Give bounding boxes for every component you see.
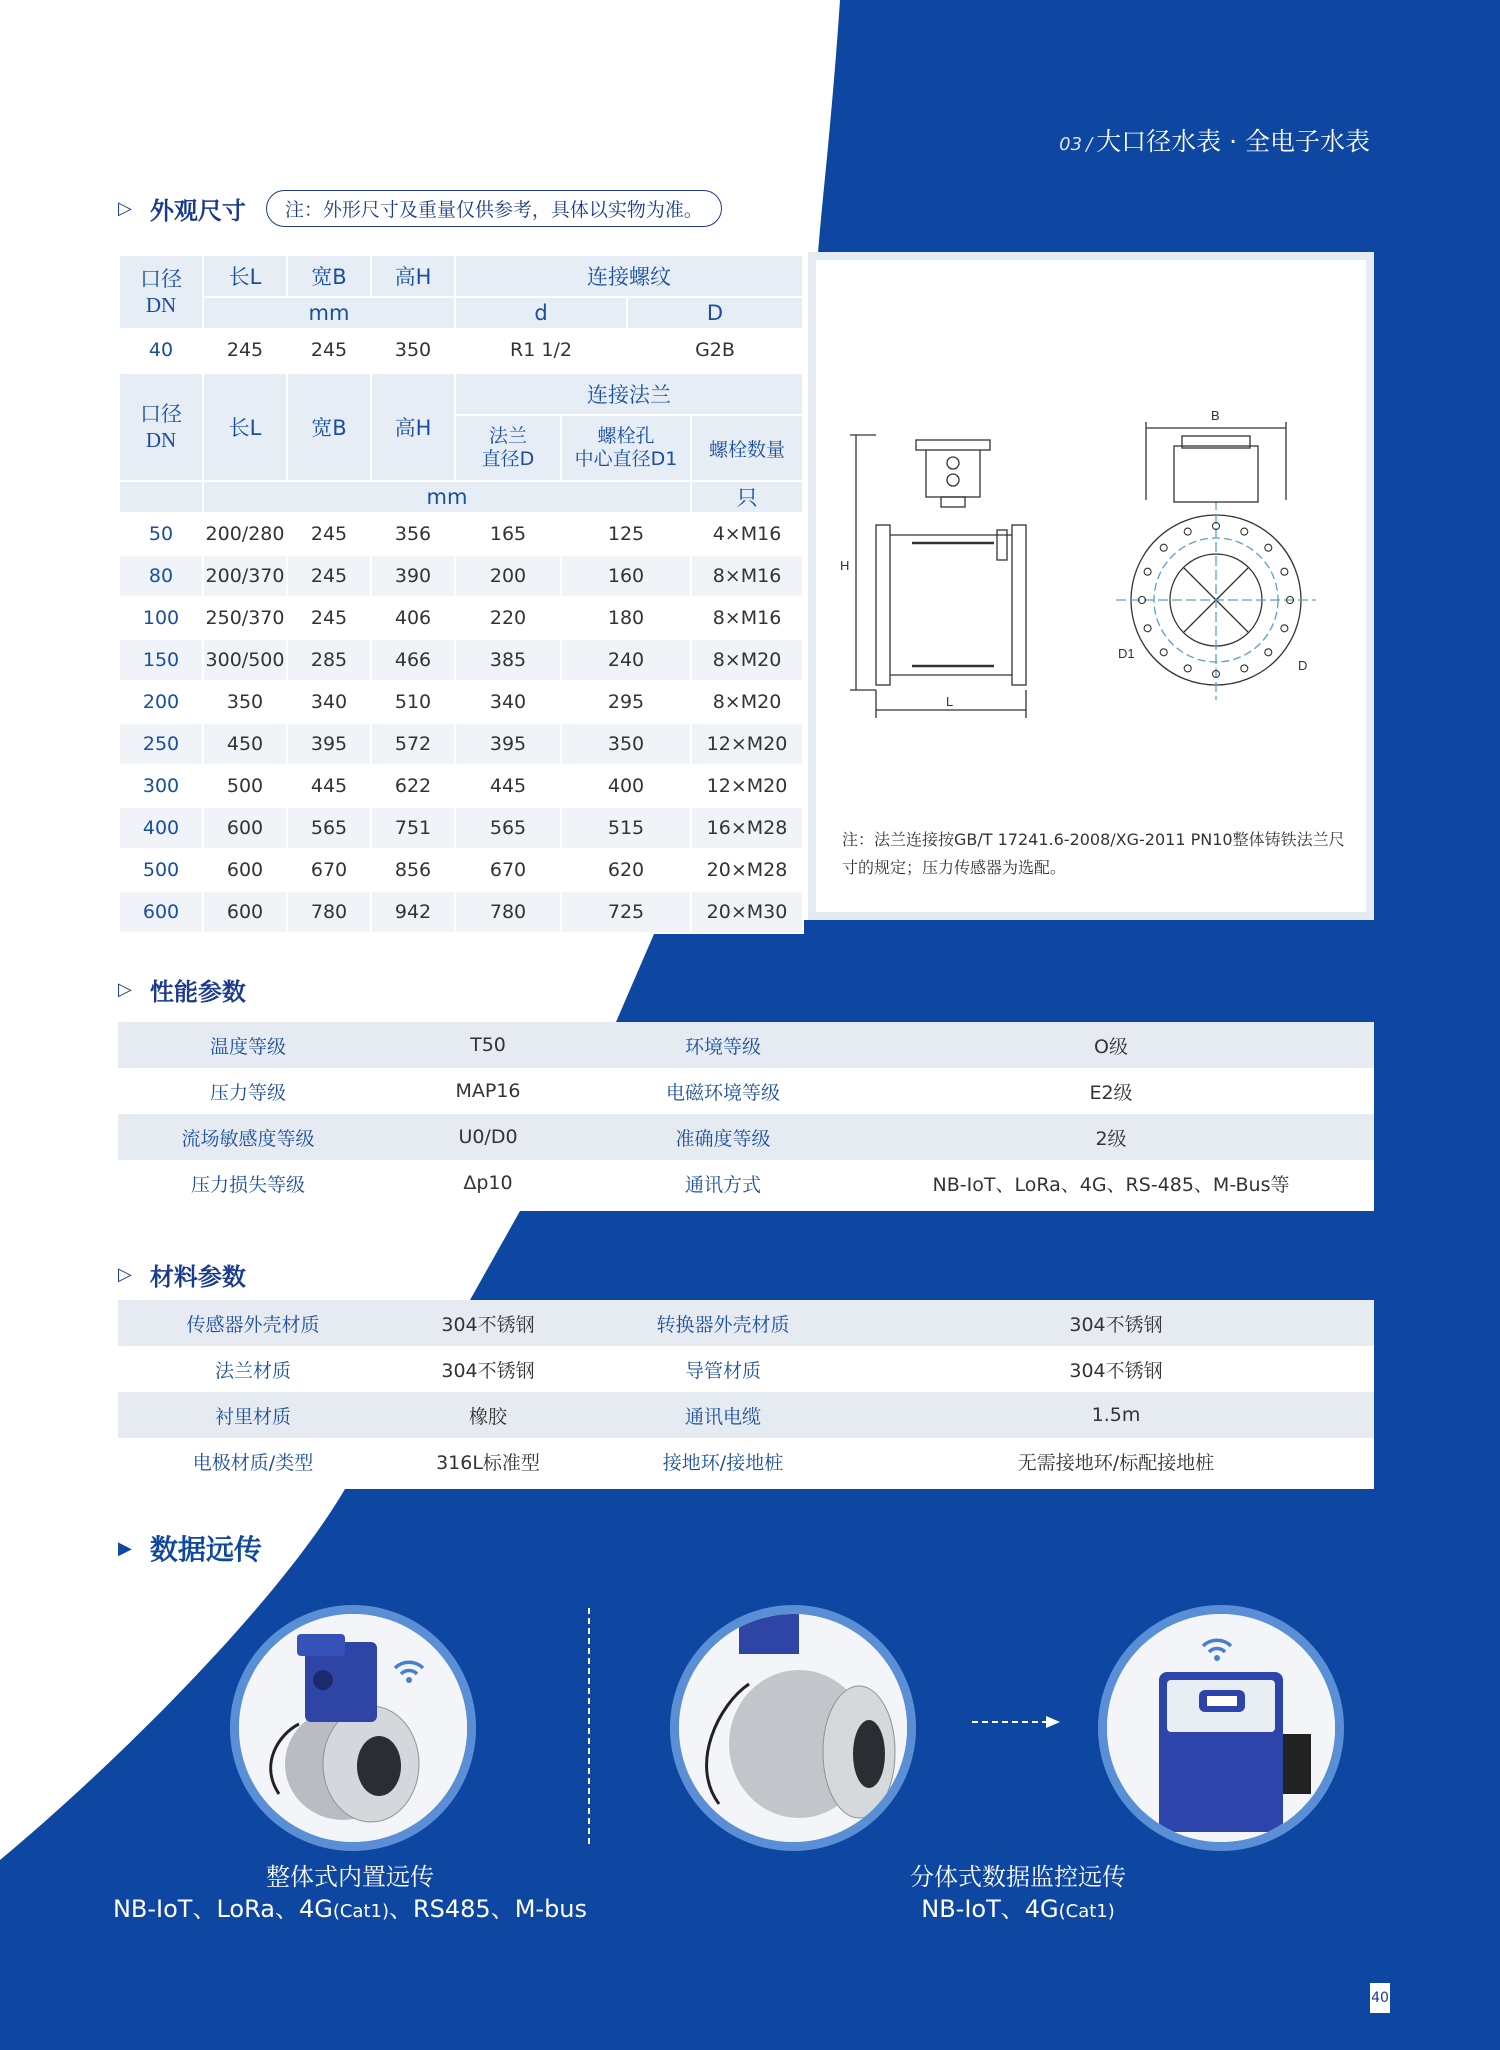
thread-header-B: 宽B bbox=[287, 255, 371, 297]
left-caption-title: 整体式内置远传 bbox=[266, 1863, 434, 1891]
flange-header-bolt: 螺栓孔 中心直径D1 bbox=[561, 415, 691, 481]
flange-cell: 150 bbox=[119, 639, 203, 681]
table-row bbox=[118, 1114, 1374, 1160]
flange-cell: 620 bbox=[561, 849, 691, 891]
section-triangle-icon: ▷ bbox=[118, 1264, 132, 1285]
param-label: 流场敏感度等级 bbox=[118, 1114, 378, 1160]
param-label: 法兰材质 bbox=[118, 1346, 388, 1392]
label-B: B bbox=[1211, 408, 1220, 423]
param-value: MAP16 bbox=[378, 1068, 598, 1114]
bolt-hole bbox=[1241, 665, 1248, 672]
flange-cell: 725 bbox=[561, 891, 691, 933]
flange-cell: 12×M20 bbox=[691, 723, 803, 765]
flange-cell: 600 bbox=[203, 849, 287, 891]
flange-cell: 600 bbox=[203, 891, 287, 933]
thread-cell: R1 1/2 bbox=[455, 329, 627, 371]
bolt-hole bbox=[1160, 544, 1167, 551]
left-caption bbox=[100, 1861, 600, 1928]
bolt-hole bbox=[1144, 625, 1151, 632]
param-label: 环境等级 bbox=[598, 1022, 848, 1068]
right-flange-shape bbox=[1012, 525, 1026, 685]
flange-cell: 500 bbox=[119, 849, 203, 891]
right-caption-sub: NB-IoT、4G(Cat1) bbox=[921, 1895, 1115, 1923]
flange-cell: 8×M20 bbox=[691, 639, 803, 681]
flange-header-fd: 法兰 直径D bbox=[455, 415, 561, 481]
flange-cell: 245 bbox=[287, 597, 371, 639]
section-remote-title: ▶ 数据远传 bbox=[118, 1533, 262, 1566]
flange-cell: 245 bbox=[287, 513, 371, 555]
bolt-hole bbox=[1241, 528, 1248, 535]
flange-cell: 572 bbox=[371, 723, 455, 765]
flange-header-H: 高H bbox=[371, 373, 455, 481]
flange-cell: 780 bbox=[455, 891, 561, 933]
param-label: 接地环/接地桩 bbox=[588, 1438, 858, 1484]
flange-cell: 350 bbox=[203, 681, 287, 723]
flange-cell: 510 bbox=[371, 681, 455, 723]
flange-cell: 165 bbox=[455, 513, 561, 555]
flange-cell: 622 bbox=[371, 765, 455, 807]
flange-cell: 340 bbox=[455, 681, 561, 723]
flange-cell: 406 bbox=[371, 597, 455, 639]
page-header-title: 大口径水表 · 全电子水表 bbox=[1096, 127, 1370, 156]
flange-cell: 515 bbox=[561, 807, 691, 849]
integrated-meter-image bbox=[230, 1605, 476, 1851]
flange-cell: 400 bbox=[119, 807, 203, 849]
bolt-hole bbox=[1184, 528, 1191, 535]
flange-cell: 200 bbox=[119, 681, 203, 723]
flange-cell: 200/280 bbox=[203, 513, 287, 555]
label-H: H bbox=[840, 558, 850, 573]
bolt-hole bbox=[1281, 568, 1288, 575]
param-value: 橡胶 bbox=[388, 1392, 588, 1438]
flange-cell: 350 bbox=[561, 723, 691, 765]
flange-header-conn: 连接法兰 bbox=[455, 373, 803, 415]
flange-table bbox=[118, 372, 804, 934]
param-label: 导管材质 bbox=[588, 1346, 858, 1392]
param-label: 通讯方式 bbox=[598, 1160, 848, 1206]
table-row bbox=[118, 1438, 1374, 1484]
thread-header-unit: mm bbox=[203, 297, 455, 329]
flange-header-qty: 螺栓数量 bbox=[691, 415, 803, 481]
param-value: Δp10 bbox=[378, 1160, 598, 1206]
bolt-hole bbox=[1281, 625, 1288, 632]
section-material-title: ▷ 材料参数 bbox=[118, 1263, 246, 1291]
flange-cell: 8×M16 bbox=[691, 597, 803, 639]
table-row bbox=[118, 1068, 1374, 1114]
left-flange-shape bbox=[876, 525, 890, 685]
label-D: D bbox=[1298, 658, 1308, 673]
param-value: 2级 bbox=[848, 1114, 1374, 1160]
drawing-note: 注：法兰连接按GB/T 17241.6-2008/XG-2011 PN10整体铸铁法兰尺寸的规定；压力传感器为选配。 bbox=[842, 830, 1345, 877]
flange-header-unit-qty: 只 bbox=[691, 481, 803, 513]
flange-cell: 295 bbox=[561, 681, 691, 723]
dimension-tables bbox=[118, 254, 802, 934]
flange-cell: 20×M28 bbox=[691, 849, 803, 891]
page-header bbox=[1059, 122, 1370, 158]
flange-cell: 565 bbox=[287, 807, 371, 849]
converter-image bbox=[1098, 1605, 1344, 1851]
flange-cell: 600 bbox=[119, 891, 203, 933]
flange-cell: 240 bbox=[561, 639, 691, 681]
thread-header-H: 高H bbox=[371, 255, 455, 297]
table-row bbox=[119, 765, 803, 807]
flange-cell: 466 bbox=[371, 639, 455, 681]
flange-cell: 160 bbox=[561, 555, 691, 597]
param-label: 转换器外壳材质 bbox=[588, 1300, 858, 1346]
label-D1: D1 bbox=[1118, 646, 1135, 661]
section-perf-title: ▷ 性能参数 bbox=[118, 978, 246, 1006]
param-value: 无需接地环/标配接地桩 bbox=[858, 1438, 1374, 1484]
flange-cell: 16×M28 bbox=[691, 807, 803, 849]
table-row bbox=[119, 807, 803, 849]
flange-cell: 200/370 bbox=[203, 555, 287, 597]
param-value: 316L标准型 bbox=[388, 1438, 588, 1484]
wifi-icon bbox=[389, 1654, 429, 1684]
flange-cell: 4×M16 bbox=[691, 513, 803, 555]
flange-cell: 300 bbox=[119, 765, 203, 807]
flange-cell: 856 bbox=[371, 849, 455, 891]
flange-cell: 8×M16 bbox=[691, 555, 803, 597]
thread-cell: 350 bbox=[371, 329, 455, 371]
table-row bbox=[118, 1022, 1374, 1068]
table-row bbox=[119, 513, 803, 555]
flange-cell: 200 bbox=[455, 555, 561, 597]
flange-cell: 50 bbox=[119, 513, 203, 555]
thread-header-d: d bbox=[455, 297, 627, 329]
table-row bbox=[119, 555, 803, 597]
section-triangle-icon: ▷ bbox=[118, 198, 132, 219]
flange-cell: 395 bbox=[455, 723, 561, 765]
flange-cell: 450 bbox=[203, 723, 287, 765]
flange-header-unit: mm bbox=[203, 481, 691, 513]
section-size-label: 外观尺寸 bbox=[149, 197, 246, 225]
split-meter-image bbox=[670, 1605, 916, 1851]
param-value: O级 bbox=[848, 1022, 1374, 1068]
table-row bbox=[118, 1392, 1374, 1438]
flange-cell: 780 bbox=[287, 891, 371, 933]
table-row bbox=[118, 1346, 1374, 1392]
flange-cell: 20×M30 bbox=[691, 891, 803, 933]
param-label: 传感器外壳材质 bbox=[118, 1300, 388, 1346]
remote-divider bbox=[588, 1608, 590, 1844]
flange-cell: 356 bbox=[371, 513, 455, 555]
flange-cell: 600 bbox=[203, 807, 287, 849]
flange-header-L: 长L bbox=[203, 373, 287, 481]
flange-cell: 220 bbox=[455, 597, 561, 639]
arrow-right-icon bbox=[972, 1713, 1064, 1731]
flange-cell: 245 bbox=[287, 555, 371, 597]
table-row bbox=[119, 681, 803, 723]
flange-cell: 300/500 bbox=[203, 639, 287, 681]
param-label: 温度等级 bbox=[118, 1022, 378, 1068]
section-size-title bbox=[118, 190, 722, 227]
flange-cell: 100 bbox=[119, 597, 203, 639]
flange-cell: 385 bbox=[455, 639, 561, 681]
page-number: 40 bbox=[1370, 1983, 1390, 2013]
wifi-icon bbox=[1197, 1632, 1237, 1662]
param-value: 304不锈钢 bbox=[388, 1300, 588, 1346]
flange-cell: 8×M20 bbox=[691, 681, 803, 723]
section-triangle-icon: ▷ bbox=[118, 979, 132, 1000]
bolt-hole bbox=[1265, 649, 1272, 656]
thread-cell: G2B bbox=[627, 329, 803, 371]
param-label: 压力等级 bbox=[118, 1068, 378, 1114]
flange-cell: 400 bbox=[561, 765, 691, 807]
table-row bbox=[119, 597, 803, 639]
param-value: E2级 bbox=[848, 1068, 1374, 1114]
right-caption-title: 分体式数据监控远传 bbox=[910, 1863, 1126, 1891]
size-note: 注：外形尺寸及重量仅供参考，具体以实物为准。 bbox=[266, 190, 722, 227]
param-value: 304不锈钢 bbox=[858, 1346, 1374, 1392]
dimension-drawing-panel bbox=[808, 252, 1374, 920]
bolt-hole bbox=[1160, 649, 1167, 656]
flange-cell: 250 bbox=[119, 723, 203, 765]
param-value: 304不锈钢 bbox=[388, 1346, 588, 1392]
section-triangle-icon: ▶ bbox=[118, 1537, 132, 1559]
flange-cell: 751 bbox=[371, 807, 455, 849]
table-row bbox=[118, 1300, 1374, 1346]
param-value: 1.5m bbox=[858, 1392, 1374, 1438]
param-value: NB-IoT、LoRa、4G、RS-485、M-Bus等 bbox=[848, 1160, 1374, 1206]
chapter-slash: / bbox=[1086, 134, 1093, 155]
thread-header-conn: 连接螺纹 bbox=[455, 255, 803, 297]
thread-cell: 245 bbox=[287, 329, 371, 371]
param-value: T50 bbox=[378, 1022, 598, 1068]
flange-cell: 942 bbox=[371, 891, 455, 933]
thread-cell: 245 bbox=[203, 329, 287, 371]
table-row bbox=[119, 891, 803, 933]
chapter-number: 03 bbox=[1059, 134, 1083, 155]
flange-cell: 340 bbox=[287, 681, 371, 723]
flange-cell: 285 bbox=[287, 639, 371, 681]
perf-table bbox=[118, 1022, 1374, 1206]
material-table bbox=[118, 1300, 1374, 1484]
param-label: 准确度等级 bbox=[598, 1114, 848, 1160]
flange-header-dn: 口径 DN bbox=[119, 373, 203, 481]
flange-cell: 445 bbox=[455, 765, 561, 807]
flange-cell: 250/370 bbox=[203, 597, 287, 639]
param-label: 电极材质/类型 bbox=[118, 1438, 388, 1484]
param-value: 304不锈钢 bbox=[858, 1300, 1374, 1346]
flange-cell: 670 bbox=[287, 849, 371, 891]
right-caption bbox=[818, 1861, 1218, 1928]
param-label: 通讯电缆 bbox=[588, 1392, 858, 1438]
flange-header-B: 宽B bbox=[287, 373, 371, 481]
flange-cell: 565 bbox=[455, 807, 561, 849]
flange-cell: 12×M20 bbox=[691, 765, 803, 807]
table-row bbox=[119, 723, 803, 765]
flange-cell: 125 bbox=[561, 513, 691, 555]
table-row bbox=[118, 1160, 1374, 1206]
flange-cell: 670 bbox=[455, 849, 561, 891]
dimension-drawing bbox=[816, 260, 1366, 820]
table-row bbox=[119, 849, 803, 891]
bolt-hole bbox=[1144, 568, 1151, 575]
left-caption-sub: NB-IoT、LoRa、4G(Cat1)、RS485、M-bus bbox=[112, 1895, 588, 1923]
param-label: 压力损失等级 bbox=[118, 1160, 378, 1206]
bolt-hole bbox=[1265, 544, 1272, 551]
flange-cell: 395 bbox=[287, 723, 371, 765]
flange-cell: 445 bbox=[287, 765, 371, 807]
thread-header-L: 长L bbox=[203, 255, 287, 297]
thread-header-D: D bbox=[627, 297, 803, 329]
flange-cell: 390 bbox=[371, 555, 455, 597]
param-label: 衬里材质 bbox=[118, 1392, 388, 1438]
thread-table bbox=[118, 254, 804, 372]
bolt-hole bbox=[1184, 665, 1191, 672]
flange-cell: 80 bbox=[119, 555, 203, 597]
thread-cell: 40 bbox=[119, 329, 203, 371]
flange-cell: 500 bbox=[203, 765, 287, 807]
param-label: 电磁环境等级 bbox=[598, 1068, 848, 1114]
label-L: L bbox=[946, 694, 954, 709]
param-value: U0/D0 bbox=[378, 1114, 598, 1160]
thread-header-dn: 口径 DN bbox=[119, 255, 203, 329]
table-row bbox=[119, 639, 803, 681]
flange-cell: 180 bbox=[561, 597, 691, 639]
